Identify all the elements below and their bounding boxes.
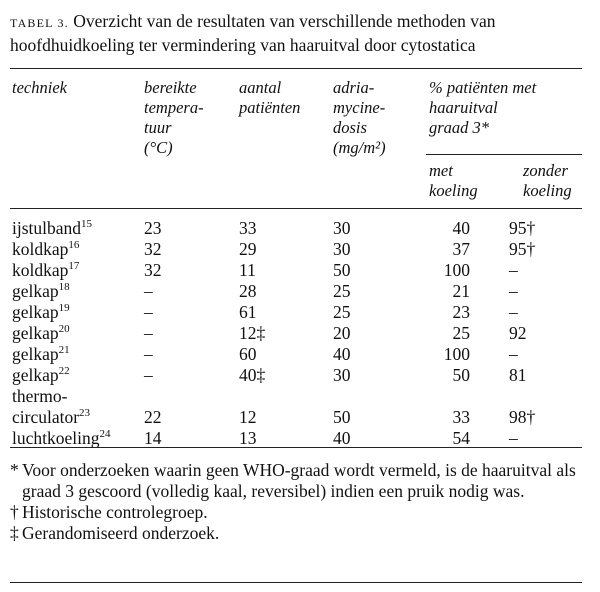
with-cooling-cell: 33	[452, 407, 470, 427]
patients-cell: 28	[239, 281, 257, 301]
technique-label: koldkap$^{17}$	[12, 260, 80, 280]
footnote-asterisk: * Voor onderzoeken waarin geen WHO-graad wordt vermeld, is de haaruitval als graad 3 gescoord (volledig kaal, reversibel) indien een pruik nodig was.	[10, 460, 576, 501]
with-cooling-cell: 23	[452, 302, 470, 322]
dose-cell: 50	[333, 260, 351, 280]
with-cooling-cell: 21	[452, 281, 470, 301]
reference-number: 16	[68, 239, 80, 251]
technique-label: ijstulband$^{15}$	[12, 218, 93, 238]
temperature-cell: 32	[144, 239, 162, 259]
temperature-cell: –	[144, 323, 153, 343]
technique-label: luchtkoeling$^{24}$	[12, 428, 111, 448]
reference-number: 18	[58, 281, 70, 293]
reference-number: 19	[58, 302, 70, 314]
technique-label: gelkap$^{19}$	[12, 302, 70, 322]
temperature-cell: 22	[144, 407, 162, 427]
top-rule	[10, 68, 582, 69]
dose-cell: 40	[333, 344, 351, 364]
bottom-rule	[10, 582, 582, 583]
reference-number: 22	[58, 365, 70, 377]
patients-cell: 11	[239, 260, 256, 280]
with-cooling-cell: 100	[443, 260, 470, 280]
reference-number: 21	[58, 344, 70, 356]
table-caption	[10, 10, 582, 56]
with-cooling-cell: 100	[443, 344, 470, 364]
with-cooling-cell: 25	[452, 323, 470, 343]
header-dosis: adria- mycine- dosis (mg/m²)	[333, 78, 386, 157]
footnote-double-dagger: ‡ Gerandomiseerd onderzoek.	[10, 523, 220, 543]
without-cooling-cell: –	[509, 281, 518, 301]
header-rule	[10, 208, 582, 209]
footnotes	[10, 460, 582, 544]
patients-cell: 12‡	[239, 323, 266, 343]
without-cooling-cell: –	[509, 260, 518, 280]
technique-label: circulator$^{23}$	[12, 407, 91, 427]
reference-number: 17	[68, 260, 80, 272]
dose-cell: 30	[333, 239, 351, 259]
without-cooling-cell: –	[509, 302, 518, 322]
technique-label: gelkap$^{20}$	[12, 323, 70, 343]
dose-cell: 25	[333, 302, 351, 322]
dose-cell: 20	[333, 323, 351, 343]
reference-number: 23	[79, 407, 91, 419]
dose-cell: 30	[333, 365, 351, 385]
patients-cell: 13	[239, 428, 257, 448]
temperature-cell: 14	[144, 428, 162, 448]
with-cooling-cell: 37	[452, 239, 470, 259]
temperature-cell: 32	[144, 260, 162, 280]
without-cooling-cell: 92	[509, 323, 527, 343]
footnote-dagger: † Historische controlegroep.	[10, 502, 208, 522]
patients-cell: 40‡	[239, 365, 266, 385]
table-label: TABEL 3.	[10, 16, 69, 30]
subheader-rule	[426, 154, 582, 155]
without-cooling-cell: 98†	[509, 407, 536, 427]
patients-cell: 12	[239, 407, 257, 427]
with-cooling-cell: 40	[452, 218, 470, 238]
patients-cell: 33	[239, 218, 257, 238]
without-cooling-cell: 95†	[509, 239, 536, 259]
dose-cell: 40	[333, 428, 351, 448]
dose-cell: 25	[333, 281, 351, 301]
dose-cell: 30	[333, 218, 351, 238]
patients-cell: 29	[239, 239, 257, 259]
reference-number: 24	[99, 428, 111, 440]
header-temperatuur: bereikte tempera- tuur (°C)	[144, 78, 204, 157]
technique-label: gelkap$^{21}$	[12, 344, 70, 364]
header-pct-haaruitval: % patiënten met haaruitval graad 3*	[429, 78, 537, 137]
body-rule	[10, 447, 582, 448]
technique-label: gelkap$^{18}$	[12, 281, 70, 301]
temperature-cell: 23	[144, 218, 162, 238]
dose-cell: 50	[333, 407, 351, 427]
without-cooling-cell: –	[509, 428, 518, 448]
temperature-cell: –	[144, 344, 153, 364]
without-cooling-cell: 81	[509, 365, 527, 385]
header-zonder-koeling: zonder koeling	[523, 161, 572, 200]
header-techniek: techniek	[12, 78, 67, 97]
patients-cell: 60	[239, 344, 257, 364]
without-cooling-cell: 95†	[509, 218, 536, 238]
reference-number: 15	[81, 218, 93, 230]
temperature-cell: –	[144, 281, 153, 301]
without-cooling-cell: –	[509, 344, 518, 364]
temperature-cell: –	[144, 302, 153, 322]
table-page	[10, 10, 582, 543]
header-patienten: aantal patiënten	[239, 78, 301, 117]
technique-label: thermo-	[12, 386, 68, 406]
header-met-koeling: met koeling	[429, 161, 478, 200]
with-cooling-cell: 54	[452, 428, 470, 448]
technique-label: koldkap$^{16}$	[12, 239, 80, 259]
table-caption-text: Overzicht van de resultaten van verschillende methoden van hoofdhuidkoeling ter vermindering van haaruitval door cytostatica	[10, 11, 496, 55]
temperature-cell: –	[144, 365, 153, 385]
technique-label: gelkap$^{22}$	[12, 365, 70, 385]
with-cooling-cell: 50	[452, 365, 470, 385]
reference-number: 20	[58, 323, 70, 335]
patients-cell: 61	[239, 302, 257, 322]
